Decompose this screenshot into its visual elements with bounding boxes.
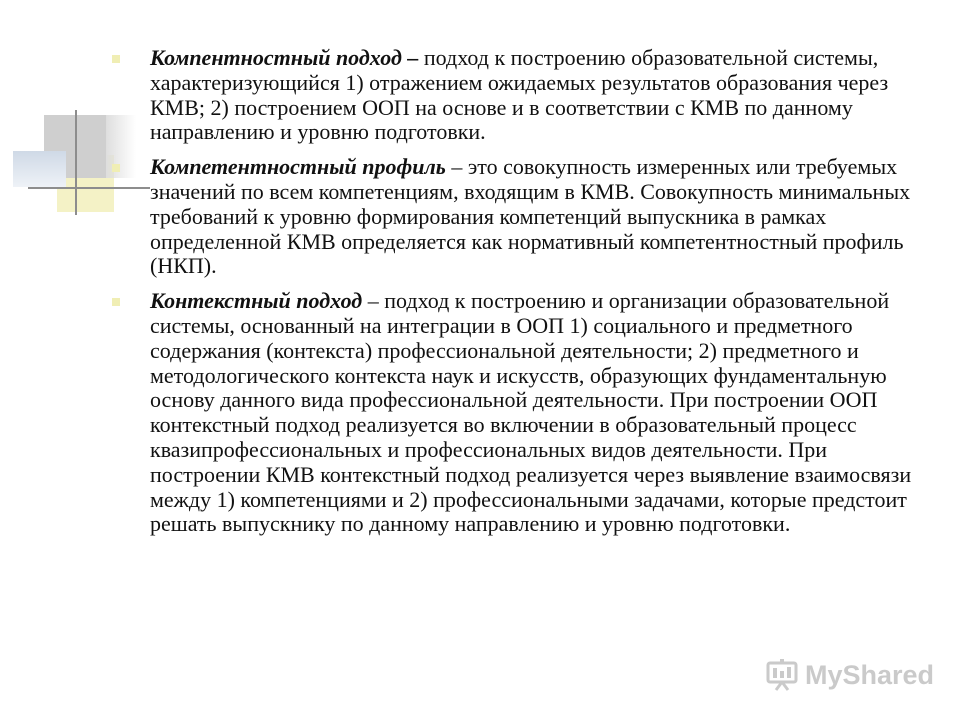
list-item: [112, 46, 927, 145]
list-item: [112, 289, 927, 537]
square-bullet-icon: [112, 164, 120, 172]
term: Контекстный подход: [150, 288, 363, 314]
watermark-logo: [765, 657, 934, 693]
presentation-board-icon: [765, 658, 799, 692]
watermark-text: MyShared: [805, 659, 935, 690]
definition: подход к построению образовательной системы, характеризующийся 1) отражением ожидаемых результатов образования через КМВ; 2) построением ООП на основе и в соответствии с КМВ по данному направлению и уровню подготовки.: [150, 45, 889, 145]
bullet-list: [112, 46, 927, 537]
definition: – это совокупность измеренных или требуемых значений по всем компетенциям, входящим в КМВ. Совокупность минимальных требований к уровню формирования компетенций выпускника в рамках определенной КМВ определяется как нормативный компетентностный профиль (НКП).: [150, 154, 911, 279]
square-bullet-icon: [112, 55, 120, 63]
square-bullet-icon: [112, 298, 120, 306]
term: Компетентностный профиль: [150, 154, 446, 180]
decorative-vertical-line: [75, 110, 77, 215]
definition: – подход к построению и организации образовательной системы, основанный на интеграции в ООП 1) социального и предметного содержания (контекста) профессиональной деятельности; 2) предметного и методологического контекста наук и искусств, образующих фундаментальную основу данного вида профессиональной деятельности. При построении ООП контекстный подход реализуется во включении в образовательный процесс квазипрофессиональных и профессиональных видов деятельности. При построении КМВ контекстный подход реализуется через выявление взаимосвязи между 1) компетенциями и 2) профессиональными задачами, которые предстоит решать выпускнику по данному направлению и уровню подготовки.: [150, 288, 912, 537]
term: Компентностный подход –: [150, 45, 419, 70]
decorative-blue-square: [13, 151, 66, 187]
list-item: [112, 155, 927, 279]
